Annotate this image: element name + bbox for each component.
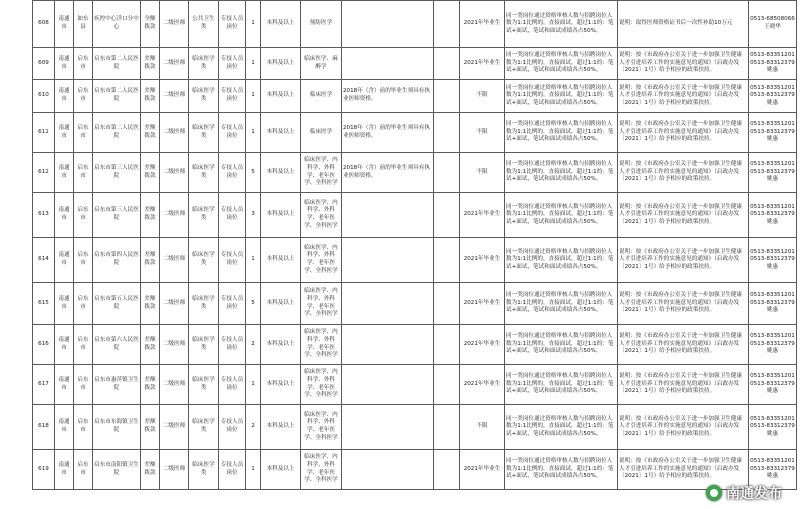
hire-count: 1 xyxy=(246,450,261,490)
education: 本科及以上 xyxy=(261,1,301,48)
post-category: 专技人员岗位 xyxy=(219,80,246,113)
other-requirements: 2018年（含）前的毕业生须具有执业医师资格。 xyxy=(342,80,434,113)
county-cell: 启东市 xyxy=(74,113,93,153)
funding-type: 差额拨款 xyxy=(141,113,160,153)
post-category: 专技人员岗位 xyxy=(219,113,246,153)
notes: 说明：按《市政府办公室关于进一步加强卫生健康人才引进培养工作的实施意见的通知》（启政办发〔2021〕1号）给予相应的政策扶持。 xyxy=(618,153,749,193)
city-cell: 南通市 xyxy=(55,325,74,365)
education: 本科及以上 xyxy=(261,113,301,153)
table-row xyxy=(33,153,797,193)
hire-count: 2 xyxy=(246,325,261,365)
post-category: 专技人员岗位 xyxy=(219,325,246,365)
unit-name: 启东市第四人民医院 xyxy=(93,238,141,283)
notes: 说明：按《市政府办公室关于进一步加强卫生健康人才引进培养工作的实施意见的通知》（启政办发〔2021〕1号）给予相应的政策扶持。 xyxy=(618,238,749,283)
exam-method: 同一类岗位通过资格审核人数与招聘岗位人数为1:1比例的，直接面试，超过1:1的：笔试+面试，笔试和面试成绩各占50%。 xyxy=(505,48,618,80)
row-number: 617 xyxy=(33,365,55,405)
county-cell: 启东市 xyxy=(74,193,93,238)
exam-method: 同一类岗位通过资格审核人数与招聘岗位人数为1:1比例的，直接面试，超过1:1的：笔试+面试，笔试和面试成绩各占50%。 xyxy=(505,405,618,450)
table-row xyxy=(33,80,797,113)
funding-type: 差额拨款 xyxy=(141,325,160,365)
contact-phone: 0513-83351201 0513-83312379姚惠 xyxy=(749,283,797,325)
funding-type: 全额拨款 xyxy=(141,1,160,48)
exam-method: 同一类岗位通过资格审核人数与招聘岗位人数为1:1比例的，直接面试，超过1:1的：笔试+面试，笔试和面试成绩各占50%。 xyxy=(505,1,618,48)
contact-phone: 0513-83351201 0513-83312379姚惠 xyxy=(749,113,797,153)
contact-phone: 0513-83351201 0513-83312379姚惠 xyxy=(749,153,797,193)
age-limit xyxy=(434,80,460,113)
table-row xyxy=(33,450,797,490)
other-requirements xyxy=(342,1,434,48)
contact-phone: 0513-83351201 0513-83312379姚惠 xyxy=(749,193,797,238)
unit-name: 启东市第二人民医院 xyxy=(93,113,141,153)
contact-phone: 0513-83351201 0513-83312379姚惠 xyxy=(749,325,797,365)
major: 临床医学 xyxy=(301,113,342,153)
position-name: 公共卫生类 xyxy=(189,1,219,48)
education: 本科及以上 xyxy=(261,365,301,405)
exam-method: 同一类岗位通过资格审核人数与招聘岗位人数为1:1比例的，直接面试，超过1:1的：笔试+面试，笔试和面试成绩各占50%。 xyxy=(505,283,618,325)
funding-type: 差额拨款 xyxy=(141,48,160,80)
notes: 说明：按《市政府办公室关于进一步加强卫生健康人才引进培养工作的实施意见的通知》（启政办发〔2021〕1号）给予相应的政策扶持。 xyxy=(618,48,749,80)
post-category: 专技人员岗位 xyxy=(219,283,246,325)
watermark xyxy=(706,483,782,503)
contact-phone: 0513-83351201 0513-83312379姚惠 xyxy=(749,48,797,80)
row-number: 616 xyxy=(33,325,55,365)
hire-count: 1 xyxy=(246,1,261,48)
notes: 说明：按《市政府办公室关于进一步加强卫生健康人才引进培养工作的实施意见的通知》（启政办发〔2021〕1号）给予相应的政策扶持。 xyxy=(618,325,749,365)
county-cell: 启东市 xyxy=(74,153,93,193)
city-cell: 南通市 xyxy=(55,80,74,113)
unit-name: 启东市南阳镇卫生院 xyxy=(93,450,141,490)
major: 临床医学、麻醉学 xyxy=(301,48,342,80)
exam-method: 同一类岗位通过资格审核人数与招聘岗位人数为1:1比例的，直接面试，超过1:1的：笔试+面试，笔试和面试成绩各占50%。 xyxy=(505,80,618,113)
graduate-type: 不限 xyxy=(460,113,505,153)
education: 本科及以上 xyxy=(261,238,301,283)
position-name: 临床医学类 xyxy=(189,238,219,283)
hire-count: 5 xyxy=(246,283,261,325)
age-limit xyxy=(434,193,460,238)
county-cell: 启东市 xyxy=(74,48,93,80)
notes: 说明：按《市政府办公室关于进一步加强卫生健康人才引进培养工作的实施意见的通知》（启政办发〔2021〕1号）给予相应的政策扶持。 xyxy=(618,193,749,238)
city-cell: 南通市 xyxy=(55,193,74,238)
position-name: 临床医学类 xyxy=(189,365,219,405)
funding-type: 差额拨款 xyxy=(141,365,160,405)
hire-count: 3 xyxy=(246,193,261,238)
contact-phone: 0513-83351201 0513-83312379姚惠 xyxy=(749,80,797,113)
post-category: 专技人员岗位 xyxy=(219,238,246,283)
other-requirements xyxy=(342,450,434,490)
city-cell: 南通市 xyxy=(55,283,74,325)
wechat-logo-icon xyxy=(706,485,722,501)
unit-name: 启东市第二人民医院 xyxy=(93,48,141,80)
age-limit xyxy=(434,325,460,365)
city-cell: 南通市 xyxy=(55,113,74,153)
hospital-level: 二级医师 xyxy=(160,238,189,283)
notes: 说明：按《市政府办公室关于进一步加强卫生健康人才引进培养工作的实施意见的通知》（启政办发〔2021〕1号）给予相应的政策扶持。 xyxy=(618,450,749,490)
graduate-type: 2021年毕业生 xyxy=(460,238,505,283)
unit-name: 启东市东海镇卫生院 xyxy=(93,405,141,450)
notes: 说明：按《市政府办公室关于进一步加强卫生健康人才引进培养工作的实施意见的通知》（启政办发〔2021〕1号）给予相应的政策扶持。 xyxy=(618,405,749,450)
age-limit xyxy=(434,1,460,48)
county-cell: 如东县 xyxy=(74,1,93,48)
major: 临床医学、内科学、外科学、老年医学、全科医学 xyxy=(301,193,342,238)
position-name: 临床医学类 xyxy=(189,405,219,450)
hire-count: 1 xyxy=(246,113,261,153)
position-name: 临床医学类 xyxy=(189,153,219,193)
contact-phone: 0513-83351201 0513-83312379姚惠 xyxy=(749,365,797,405)
major: 临床医学、内科学、外科学、老年医学、全科医学 xyxy=(301,238,342,283)
row-number: 615 xyxy=(33,283,55,325)
unit-name: 启东市第五人民医院 xyxy=(93,283,141,325)
education: 本科及以上 xyxy=(261,325,301,365)
major: 预防医学 xyxy=(301,1,342,48)
county-cell: 启东市 xyxy=(74,238,93,283)
table-row xyxy=(33,193,797,238)
graduate-type: 2021年毕业生 xyxy=(460,48,505,80)
other-requirements xyxy=(342,193,434,238)
row-number: 609 xyxy=(33,48,55,80)
funding-type: 差额拨款 xyxy=(141,405,160,450)
county-cell: 启东市 xyxy=(74,405,93,450)
post-category: 专技人员岗位 xyxy=(219,48,246,80)
row-number: 610 xyxy=(33,80,55,113)
other-requirements xyxy=(342,365,434,405)
hire-count: 1 xyxy=(246,48,261,80)
age-limit xyxy=(434,283,460,325)
education: 本科及以上 xyxy=(261,450,301,490)
hospital-level: 二级医师 xyxy=(160,113,189,153)
major: 临床医学、内科学、外科学、老年医学、全科医学 xyxy=(301,450,342,490)
graduate-type: 2021年毕业生 xyxy=(460,325,505,365)
graduate-type: 2021年毕业生 xyxy=(460,283,505,325)
position-name: 临床医学类 xyxy=(189,193,219,238)
hire-count: 2 xyxy=(246,405,261,450)
position-name: 临床医学类 xyxy=(189,325,219,365)
hospital-level: 二级医师 xyxy=(160,450,189,490)
age-limit xyxy=(434,153,460,193)
graduate-type: 2021年毕业生 xyxy=(460,365,505,405)
other-requirements xyxy=(342,238,434,283)
education: 本科及以上 xyxy=(261,283,301,325)
unit-name: 启东市惠萍镇卫生院 xyxy=(93,365,141,405)
position-name: 临床医学类 xyxy=(189,113,219,153)
row-number: 608 xyxy=(33,1,55,48)
other-requirements: 2018年（含）前的毕业生须具有执业医师资格。 xyxy=(342,113,434,153)
hospital-level: 二级医师 xyxy=(160,405,189,450)
table-row xyxy=(33,113,797,153)
city-cell: 南通市 xyxy=(55,1,74,48)
graduate-type: 不限 xyxy=(460,405,505,450)
table-row xyxy=(33,283,797,325)
major: 临床医学、内科学、外科学、老年医学、全科医学 xyxy=(301,325,342,365)
table-row xyxy=(33,48,797,80)
major: 临床医学、内科学、外科学、老年医学、全科医学 xyxy=(301,405,342,450)
major: 临床医学、内科学、外科学、老年医学、全科医学 xyxy=(301,153,342,193)
exam-method: 同一类岗位通过资格审核人数与招聘岗位人数为1:1比例的，直接面试，超过1:1的：笔试+面试，笔试和面试成绩各占50%。 xyxy=(505,450,618,490)
contact-phone: 0513-83351201 0513-83312379姚惠 xyxy=(749,238,797,283)
row-number: 611 xyxy=(33,113,55,153)
unit-name: 启东市第二人民医院 xyxy=(93,80,141,113)
graduate-type: 不限 xyxy=(460,80,505,113)
age-limit xyxy=(434,405,460,450)
exam-method: 同一类岗位通过资格审核人数与招聘岗位人数为1:1比例的，直接面试，超过1:1的：笔试+面试，笔试和面试成绩各占50%。 xyxy=(505,113,618,153)
education: 本科及以上 xyxy=(261,405,301,450)
county-cell: 启东市 xyxy=(74,325,93,365)
hire-count: 1 xyxy=(246,80,261,113)
other-requirements xyxy=(342,325,434,365)
watermark-text: 南通发布 xyxy=(726,486,782,502)
notes: 说明：取得医师资格证书后一次性补助10万元 xyxy=(618,1,749,48)
major: 临床医学 xyxy=(301,80,342,113)
graduate-type: 不限 xyxy=(460,153,505,193)
funding-type: 差额拨款 xyxy=(141,238,160,283)
post-category: 专技人员岗位 xyxy=(219,1,246,48)
post-category: 专技人员岗位 xyxy=(219,405,246,450)
hospital-level: 二级医师 xyxy=(160,193,189,238)
notes: 说明：按《市政府办公室关于进一步加强卫生健康人才引进培养工作的实施意见的通知》（启政办发〔2021〕1号）给予相应的政策扶持。 xyxy=(618,80,749,113)
hospital-level: 二级医师 xyxy=(160,153,189,193)
funding-type: 差额拨款 xyxy=(141,80,160,113)
table-body xyxy=(33,1,797,490)
hire-count: 5 xyxy=(246,153,261,193)
notes: 说明：按《市政府办公室关于进一步加强卫生健康人才引进培养工作的实施意见的通知》（启政办发〔2021〕1号）给予相应的政策扶持。 xyxy=(618,365,749,405)
other-requirements xyxy=(342,405,434,450)
funding-type: 差额拨款 xyxy=(141,193,160,238)
other-requirements: 2018年（含）前的毕业生须具有执业医师资格。 xyxy=(342,153,434,193)
age-limit xyxy=(434,450,460,490)
unit-name: 启东市第六人民医院 xyxy=(93,325,141,365)
age-limit xyxy=(434,238,460,283)
hospital-level: 二级医师 xyxy=(160,325,189,365)
row-number: 614 xyxy=(33,238,55,283)
education: 本科及以上 xyxy=(261,80,301,113)
recruitment-table xyxy=(32,0,797,490)
education: 本科及以上 xyxy=(261,153,301,193)
funding-type: 差额拨款 xyxy=(141,283,160,325)
post-category: 专技人员岗位 xyxy=(219,450,246,490)
other-requirements xyxy=(342,283,434,325)
unit-name: 启东市第三人民医院 xyxy=(93,153,141,193)
notes: 说明：按《市政府办公室关于进一步加强卫生健康人才引进培养工作的实施意见的通知》（启政办发〔2021〕1号）给予相应的政策扶持。 xyxy=(618,113,749,153)
county-cell: 启东市 xyxy=(74,365,93,405)
post-category: 专技人员岗位 xyxy=(219,193,246,238)
age-limit xyxy=(434,365,460,405)
city-cell: 南通市 xyxy=(55,48,74,80)
major: 临床医学、内科学、外科学、老年医学、全科医学 xyxy=(301,365,342,405)
graduate-type: 2021年毕业生 xyxy=(460,1,505,48)
education: 本科及以上 xyxy=(261,48,301,80)
position-name: 临床医学类 xyxy=(189,48,219,80)
table-row xyxy=(33,1,797,48)
exam-method: 同一类岗位通过资格审核人数与招聘岗位人数为1:1比例的，直接面试，超过1:1的：笔试+面试，笔试和面试成绩各占50%。 xyxy=(505,325,618,365)
hospital-level: 二级医师 xyxy=(160,48,189,80)
city-cell: 南通市 xyxy=(55,450,74,490)
education: 本科及以上 xyxy=(261,193,301,238)
contact-phone: 0513-83351201 0513-83312379姚惠 xyxy=(749,405,797,450)
other-requirements xyxy=(342,48,434,80)
graduate-type: 2021年毕业生 xyxy=(460,450,505,490)
unit-name: 启东市第三人民医院 xyxy=(93,193,141,238)
exam-method: 同一类岗位通过资格审核人数与招聘岗位人数为1:1比例的，直接面试，超过1:1的：笔试+面试，笔试和面试成绩各占50%。 xyxy=(505,238,618,283)
city-cell: 南通市 xyxy=(55,405,74,450)
county-cell: 启东市 xyxy=(74,283,93,325)
position-name: 临床医学类 xyxy=(189,80,219,113)
exam-method: 同一类岗位通过资格审核人数与招聘岗位人数为1:1比例的，直接面试，超过1:1的：笔试+面试，笔试和面试成绩各占50%。 xyxy=(505,153,618,193)
major: 临床医学、内科学、外科学、老年医学、全科医学 xyxy=(301,283,342,325)
hospital-level: 二级医师 xyxy=(160,80,189,113)
row-number: 612 xyxy=(33,153,55,193)
city-cell: 南通市 xyxy=(55,238,74,283)
county-cell: 启东市 xyxy=(74,450,93,490)
row-number: 619 xyxy=(33,450,55,490)
row-number: 618 xyxy=(33,405,55,450)
city-cell: 南通市 xyxy=(55,365,74,405)
hospital-level: 二级医师 xyxy=(160,1,189,48)
contact-phone: 0513-83351201 0513-83312379姚惠 xyxy=(749,450,797,490)
exam-method: 同一类岗位通过资格审核人数与招聘岗位人数为1:1比例的，直接面试，超过1:1的：笔试+面试，笔试和面试成绩各占50%。 xyxy=(505,365,618,405)
city-cell: 南通市 xyxy=(55,153,74,193)
notes: 说明：按《市政府办公室关于进一步加强卫生健康人才引进培养工作的实施意见的通知》（启政办发〔2021〕1号）给予相应的政策扶持。 xyxy=(618,283,749,325)
unit-name: 疾控中心洋口分中心 xyxy=(93,1,141,48)
age-limit xyxy=(434,113,460,153)
table-row xyxy=(33,325,797,365)
position-name: 临床医学类 xyxy=(189,450,219,490)
table-row xyxy=(33,365,797,405)
contact-phone: 0513-68508066王晓华 xyxy=(749,1,797,48)
row-number: 613 xyxy=(33,193,55,238)
age-limit xyxy=(434,48,460,80)
exam-method: 同一类岗位通过资格审核人数与招聘岗位人数为1:1比例的，直接面试，超过1:1的：笔试+面试，笔试和面试成绩各占50%。 xyxy=(505,193,618,238)
table-row xyxy=(33,405,797,450)
funding-type: 差额拨款 xyxy=(141,153,160,193)
position-name: 临床医学类 xyxy=(189,283,219,325)
graduate-type: 2021年毕业生 xyxy=(460,193,505,238)
funding-type: 差额拨款 xyxy=(141,450,160,490)
post-category: 专技人员岗位 xyxy=(219,153,246,193)
hospital-level: 二级医师 xyxy=(160,283,189,325)
county-cell: 启东市 xyxy=(74,80,93,113)
hire-count: 1 xyxy=(246,365,261,405)
hospital-level: 二级医师 xyxy=(160,365,189,405)
table-row xyxy=(33,238,797,283)
hire-count: 1 xyxy=(246,238,261,283)
post-category: 专技人员岗位 xyxy=(219,365,246,405)
